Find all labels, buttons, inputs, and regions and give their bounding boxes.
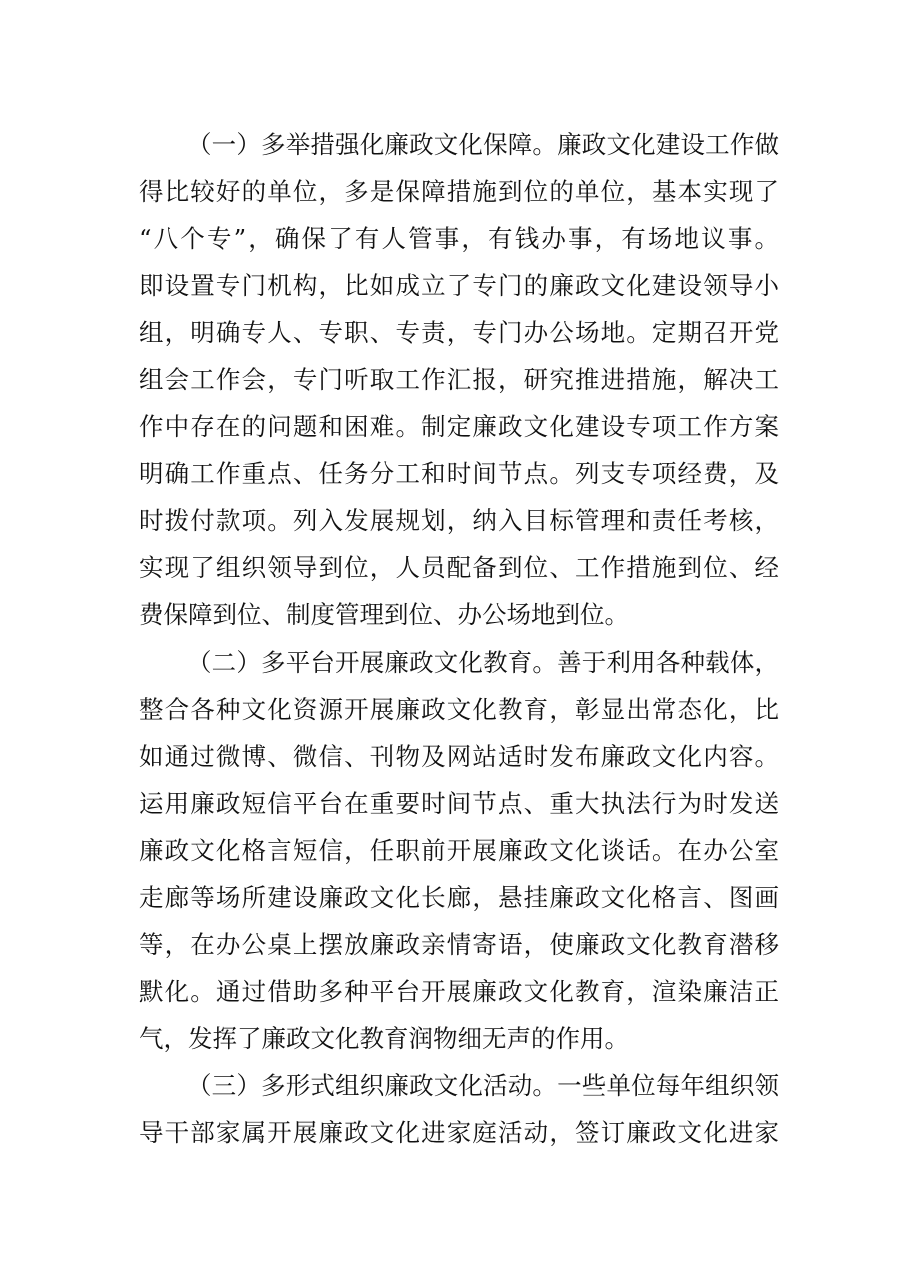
paragraph-1-line-2: 得比较好的单位，多是保障措施到位的单位，基本实现了 <box>139 177 779 206</box>
paragraph-1-line-4: 即设置专门机构，比如成立了专门的廉政文化建设领导小 <box>139 271 779 300</box>
paragraph-1-line-11: 费保障到位、制度管理到位、办公场地到位。 <box>139 600 629 629</box>
paragraph-1-line-5: 组，明确专人、专职、专责，专门办公场地。定期召开党 <box>139 318 779 347</box>
paragraph-3-line-2: 导干部家属开展廉政文化进家庭活动，签订廉政文化进家 <box>139 1118 779 1147</box>
paragraph-1-line-6: 组会工作会，专门听取工作汇报，研究推进措施，解决工 <box>139 365 779 394</box>
paragraph-2-line-2: 整合各种文化资源开展廉政文化教育，彰显出常态化，比 <box>139 695 779 724</box>
paragraph-1-line-3: “八个专”，确保了有人管事，有钱办事，有场地议事。 <box>139 224 779 253</box>
paragraph-2-line-7: 等，在办公桌上摆放廉政亲情寄语，使廉政文化教育潜移 <box>139 930 779 959</box>
paragraph-2-line-3: 如通过微博、微信、刊物及网站适时发布廉政文化内容。 <box>139 742 779 771</box>
paragraph-2-line-1: （二）多平台开展廉政文化教育。善于利用各种载体， <box>187 648 779 677</box>
paragraph-2-line-4: 运用廉政短信平台在重要时间节点、重大执法行为时发送 <box>139 789 779 818</box>
paragraph-2-line-5: 廉政文化格言短信，任职前开展廉政文化谈话。在办公室 <box>139 836 779 865</box>
paragraph-2-line-9: 气，发挥了廉政文化教育润物细无声的作用。 <box>139 1024 629 1053</box>
paragraph-2-line-8: 默化。通过借助多种平台开展廉政文化教育，渲染廉洁正 <box>139 977 779 1006</box>
paragraph-1-line-10: 实现了组织领导到位，人员配备到位、工作措施到位、经 <box>139 553 779 582</box>
paragraph-1-line-9: 时拨付款项。列入发展规划，纳入目标管理和责任考核， <box>139 506 779 535</box>
paragraph-3-line-1: （三）多形式组织廉政文化活动。一些单位每年组织领 <box>187 1071 779 1100</box>
paragraph-1-line-8: 明确工作重点、任务分工和时间节点。列支专项经费，及 <box>139 459 779 488</box>
paragraph-1-line-7: 作中存在的问题和困难。制定廉政文化建设专项工作方案 <box>139 412 779 441</box>
paragraph-2-line-6: 走廊等场所建设廉政文化长廊，悬挂廉政文化格言、图画 <box>139 883 779 912</box>
paragraph-1-line-1: （一）多举措强化廉政文化保障。廉政文化建设工作做 <box>187 130 779 159</box>
